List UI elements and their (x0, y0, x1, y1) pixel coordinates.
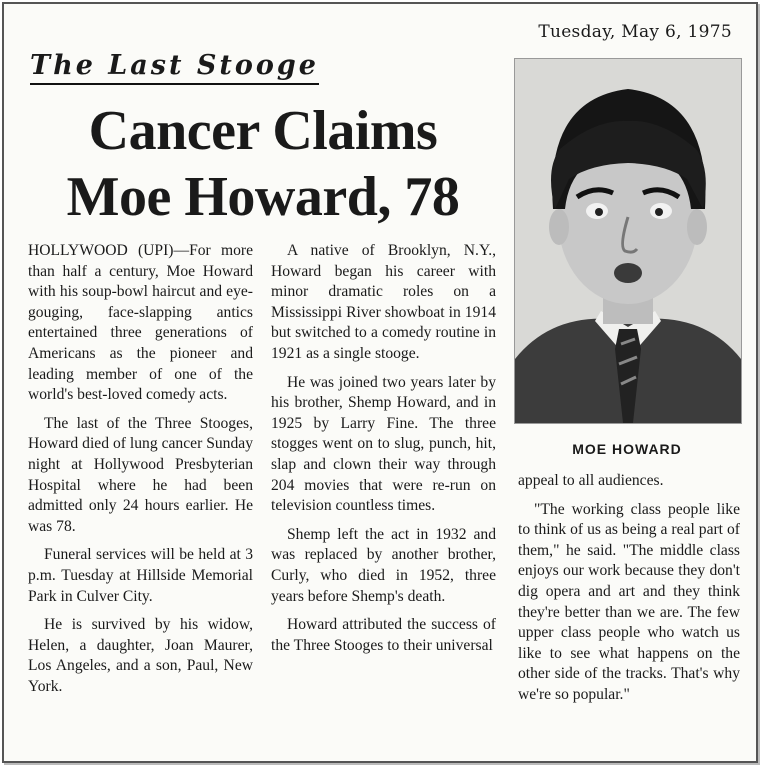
paragraph: HOLLYWOOD (UPI)—For more than half a century, Moe Howard with his soup-bowl haircut and eye-gouging, face-slapping antics entertained three generations of Americans as the pioneer and leading member of one of the world's best-loved comedy acts. (28, 242, 253, 404)
paragraph: Howard attributed the success of the Three Stooges to their universal (271, 616, 496, 654)
portrait-illustration (515, 59, 741, 423)
paragraph: appeal to all audiences. (518, 472, 664, 489)
headline-line-1: Cancer Claims (88, 100, 438, 162)
newspaper-clipping (2, 2, 758, 763)
dateline: Tuesday, May 6, 1975 (538, 22, 732, 42)
paragraph: Shemp left the act in 1932 and was replaced by another brother, Curly, who died in 1952, three years before Shemp's death. (271, 525, 496, 605)
portrait-photo (514, 58, 742, 424)
photo-caption: MOE HOWARD (572, 441, 682, 457)
paragraph: A native of Brooklyn, N.Y., Howard began his career with minor dramatic roles on a Mississippi River showboat in 1914 but switched to a comedy routine in 1921 as a single stooge. (271, 242, 496, 362)
article-column-1 (28, 241, 253, 705)
paragraph: He is survived by his widow, Helen, a daughter, Joan Maurer, Los Angeles, and a son, Paul, New York. (28, 616, 253, 695)
paragraph: Funeral services will be held at 3 p.m. Tuesday at Hillside Memorial Park in Culver City. (28, 546, 253, 605)
paragraph: The last of the Three Stooges, Howard died of lung cancer Sunday night at Hollywood Presbyterian Hospital where he had been admitted only 24 hours earlier. He was 78. (28, 414, 253, 535)
article-column-2 (271, 241, 496, 664)
headline (28, 98, 498, 230)
paragraph: He was joined two years later by his brother, Shemp Howard, and in 1925 by Larry Fine. The three stogges went on to slug, punch, hit, slap and clown their way through 204 movies that were re-run on television countless times. (271, 373, 496, 515)
kicker-title: The Last Stooge (30, 50, 319, 85)
paragraph: "The working class people like to think of us as being a real part of them," he said. "The middle class enjoys our work because they don't dig opera and art and they think they're better than we are. The few upper class people who watch us like to see what happens on the other side of the tracks. That's why we're so popular." (518, 500, 740, 703)
headline-line-2: Moe Howard, 78 (66, 166, 460, 228)
article-column-3 (518, 471, 740, 714)
